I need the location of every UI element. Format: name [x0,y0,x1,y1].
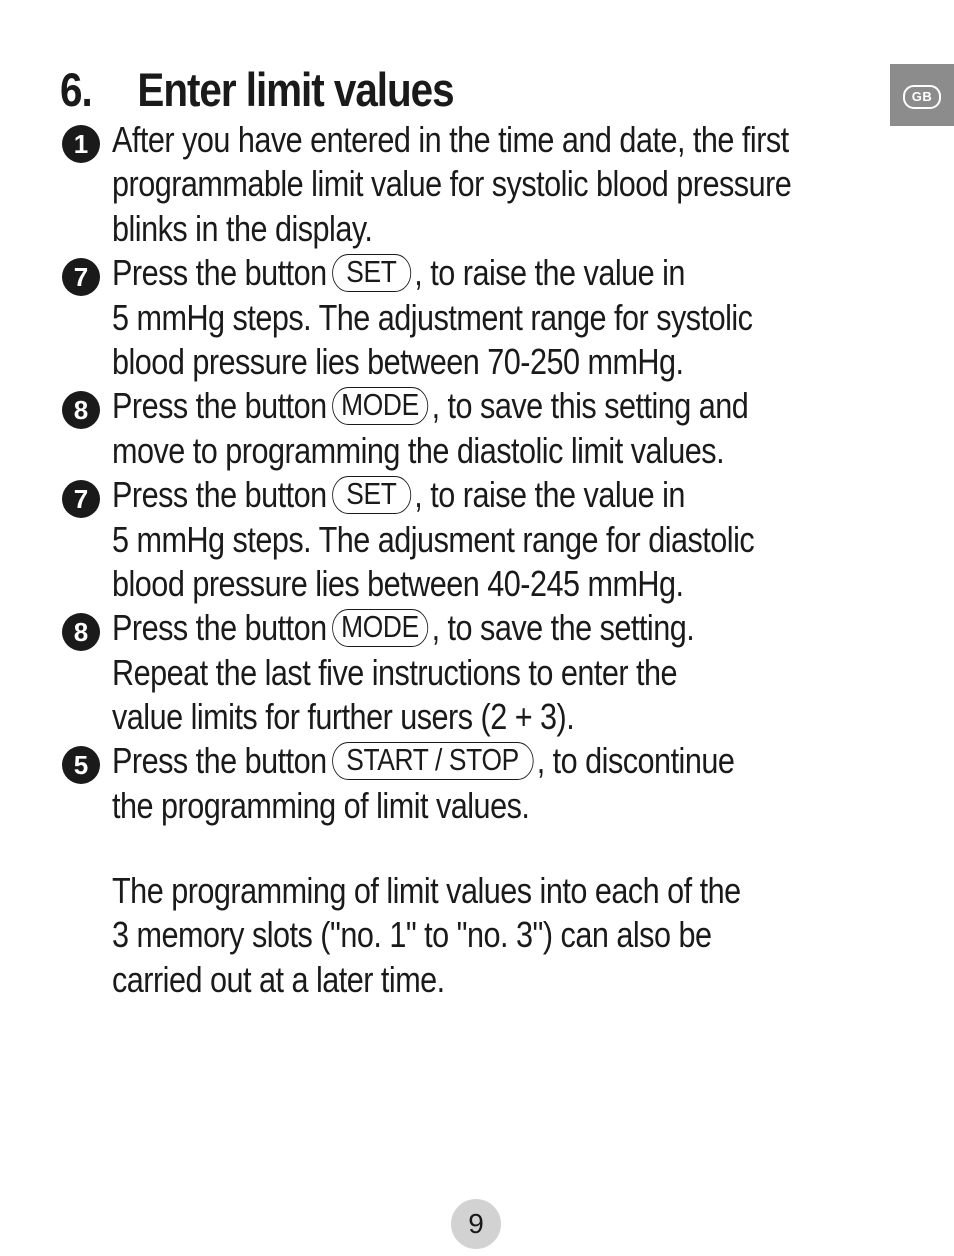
step-number-icon: 8 [62,391,100,429]
start-stop-button-key: START / STOP [332,742,534,780]
step-trail-text: , to raise the value in [414,474,685,516]
set-button-key: SET [332,476,411,514]
step-lead-text: Press the button [112,740,327,782]
section-title: Enter limit values [137,63,454,116]
step-trail-text: , to raise the value in [414,252,685,294]
step-lead-text: Press the button [112,385,327,427]
instruction-list [60,118,940,828]
step-trail-text: , to discontinue [536,740,735,782]
language-badge: GB [903,85,941,109]
step-number-icon: 8 [62,613,100,651]
language-tab [890,64,954,126]
step-line: blood pressure lies between 40-245 mmHg. [112,562,684,604]
page-title [60,62,454,118]
instruction-step [60,606,954,739]
step-line [112,473,903,517]
note-paragraph [112,869,741,1002]
page-number: 9 [451,1199,501,1249]
step-line [112,739,903,783]
note-line: carried out at a later time. [112,958,445,1000]
step-trail-text: , to save the setting. [431,607,695,649]
step-trail-text: , to save this setting and [431,385,749,427]
step-lead-text: Press the button [112,252,327,294]
step-line: the programming of limit values. [112,784,530,826]
step-text [112,473,903,606]
step-text [112,118,903,251]
step-number-icon: 7 [62,258,100,296]
step-lead-text: Press the button [112,474,327,516]
instruction-step [60,739,954,828]
step-lead-text: Press the button [112,607,327,649]
step-text [112,384,903,473]
step-text [112,739,903,828]
note-line: The programming of limit values into each of the [112,870,741,911]
section-number: 6. [60,63,92,116]
step-line: move to programming the diastolic limit values. [112,429,725,471]
step-number-icon: 1 [62,125,100,163]
mode-button-key: MODE [332,387,428,425]
step-line: Repeat the last five instructions to enter the [112,651,678,693]
step-line: blood pressure lies between 70-250 mmHg. [112,340,684,382]
instruction-step [60,473,954,606]
note-line: 3 memory slots ("no. 1" to "no. 3") can also be [112,914,712,956]
step-text [112,251,903,384]
instruction-step [60,118,954,251]
step-text [112,606,903,739]
mode-button-key: MODE [332,609,428,647]
step-number-icon: 7 [62,480,100,518]
step-line: programmable limit value for systolic blood pressure [112,163,792,205]
step-line: 5 mmHg steps. The adjusment range for diastolic [112,518,755,560]
instruction-step [60,384,954,473]
step-line: value limits for further users (2 + 3). [112,696,575,738]
step-line [112,384,903,428]
step-line: 5 mmHg steps. The adjustment range for systolic [112,296,753,338]
step-line [112,606,903,650]
set-button-key: SET [332,254,411,292]
step-line: After you have entered in the time and date, the first [112,119,789,160]
step-number-icon: 5 [62,746,100,784]
step-line [112,251,903,295]
step-line: blinks in the display. [112,207,373,249]
instruction-step [60,251,954,384]
